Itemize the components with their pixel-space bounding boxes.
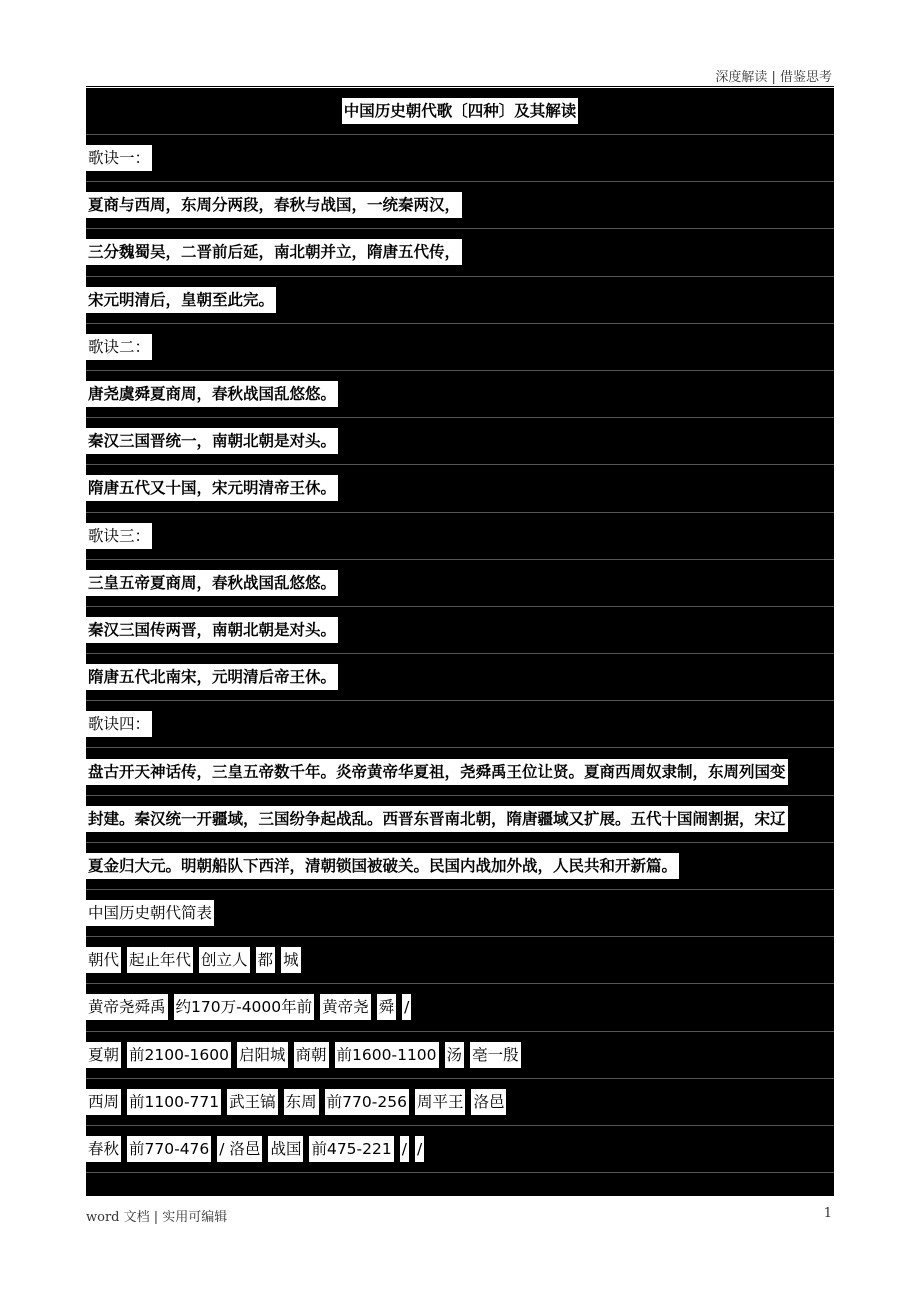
line-text: 歌诀二： <box>86 334 152 360</box>
table-cell: 前475-221 <box>309 1136 393 1162</box>
text-line <box>86 796 834 843</box>
table-cell: 汤 <box>445 1042 465 1068</box>
text-line <box>86 607 834 654</box>
table-row <box>86 984 834 1031</box>
text-lines <box>86 135 834 937</box>
table-cell: 洛邑 <box>471 1089 506 1115</box>
table-cell: 都 <box>256 947 276 973</box>
page-number: 1 <box>823 1206 832 1221</box>
text-line <box>86 418 834 465</box>
footer-left: word 文档 | 实用可编辑 <box>86 1210 228 1225</box>
text-line <box>86 843 834 890</box>
table-cell: 城 <box>281 947 301 973</box>
text-line <box>86 654 834 701</box>
table-cell: 武王镐 <box>227 1089 278 1115</box>
line-text: 秦汉三国晋统一，南朝北朝是对头。 <box>86 428 338 454</box>
text-line <box>86 560 834 607</box>
title-row <box>86 88 834 135</box>
table-cell: 约170万-4000年前 <box>174 994 315 1020</box>
table-row <box>86 1126 834 1173</box>
text-line <box>86 701 834 748</box>
line-text: 歌诀四： <box>86 711 152 737</box>
text-line <box>86 277 834 324</box>
header-rule <box>86 86 834 87</box>
line-text: 歌诀三： <box>86 523 152 549</box>
table-cell: 春秋 <box>86 1136 121 1162</box>
table-cell: 前2100-1600 <box>127 1042 231 1068</box>
table-row <box>86 1032 834 1079</box>
table-cell: 夏朝 <box>86 1042 121 1068</box>
page-header: 深度解读 | 借鉴思考 <box>715 70 832 85</box>
table-cell: 东周 <box>284 1089 319 1115</box>
table-cell: 前770-256 <box>325 1089 409 1115</box>
line-text: 隋唐五代又十国，宋元明清帝王休。 <box>86 475 338 501</box>
table-cell: 前770-476 <box>127 1136 211 1162</box>
table-cell: 创立人 <box>199 947 250 973</box>
document-body <box>86 88 834 1196</box>
table-cell: 周平王 <box>415 1089 466 1115</box>
line-text: 三分魏蜀吴，二晋前后延，南北朝并立，隋唐五代传， <box>86 239 462 265</box>
text-line <box>86 748 834 795</box>
text-line <box>86 135 834 182</box>
table-row <box>86 1079 834 1126</box>
line-text: 封建。秦汉统一开疆域，三国纷争起战乱。西晋东晋南北朝，隋唐疆域又扩展。五代十国闹割据，宋辽 <box>86 806 788 832</box>
table-cell: / <box>415 1136 424 1162</box>
table-cell: 战国 <box>268 1136 303 1162</box>
table-cell: 朝代 <box>86 947 121 973</box>
dynasty-table <box>86 937 834 1173</box>
text-line <box>86 182 834 229</box>
table-cell: / <box>400 1136 409 1162</box>
table-cell: 前1100-771 <box>127 1089 221 1115</box>
line-text: 三皇五帝夏商周，春秋战国乱悠悠。 <box>86 570 338 596</box>
table-cell: 前1600-1100 <box>335 1042 439 1068</box>
table-cell: 黄帝尧 <box>320 994 371 1020</box>
line-text: 歌诀一： <box>86 145 152 171</box>
line-text: 唐尧虞舜夏商周，春秋战国乱悠悠。 <box>86 381 338 407</box>
line-text: 夏商与西周，东周分两段，春秋与战国，一统秦两汉， <box>86 192 462 218</box>
table-cell: / 洛邑 <box>217 1136 262 1162</box>
line-text: 中国历史朝代简表 <box>86 900 214 926</box>
table-cell: 黄帝尧舜禹 <box>86 994 168 1020</box>
text-line <box>86 465 834 512</box>
document-title: 中国历史朝代歌〔四种〕及其解读 <box>342 98 579 124</box>
text-line <box>86 229 834 276</box>
table-cell: 起止年代 <box>127 947 193 973</box>
line-text: 秦汉三国传两晋，南朝北朝是对头。 <box>86 617 338 643</box>
line-text: 宋元明清后，皇朝至此完。 <box>86 287 276 313</box>
text-line <box>86 890 834 937</box>
table-cell: 启阳城 <box>237 1042 288 1068</box>
text-line <box>86 324 834 371</box>
line-text: 隋唐五代北南宋，元明清后帝王休。 <box>86 664 338 690</box>
table-cell: / <box>402 994 411 1020</box>
table-cell: 亳一殷 <box>470 1042 521 1068</box>
line-text: 盘古开天神话传，三皇五帝数千年。炎帝黄帝华夏祖，尧舜禹王位让贤。夏商西周奴隶制，东周列国变 <box>86 759 788 785</box>
text-line <box>86 513 834 560</box>
table-cell: 西周 <box>86 1089 121 1115</box>
line-text: 夏金归大元。明朝船队下西洋，清朝锁国被破关。民国内战加外战，人民共和开新篇。 <box>86 853 679 879</box>
table-cell: 舜 <box>377 994 397 1020</box>
table-cell: 商朝 <box>294 1042 329 1068</box>
table-header-row <box>86 937 834 984</box>
text-line <box>86 371 834 418</box>
